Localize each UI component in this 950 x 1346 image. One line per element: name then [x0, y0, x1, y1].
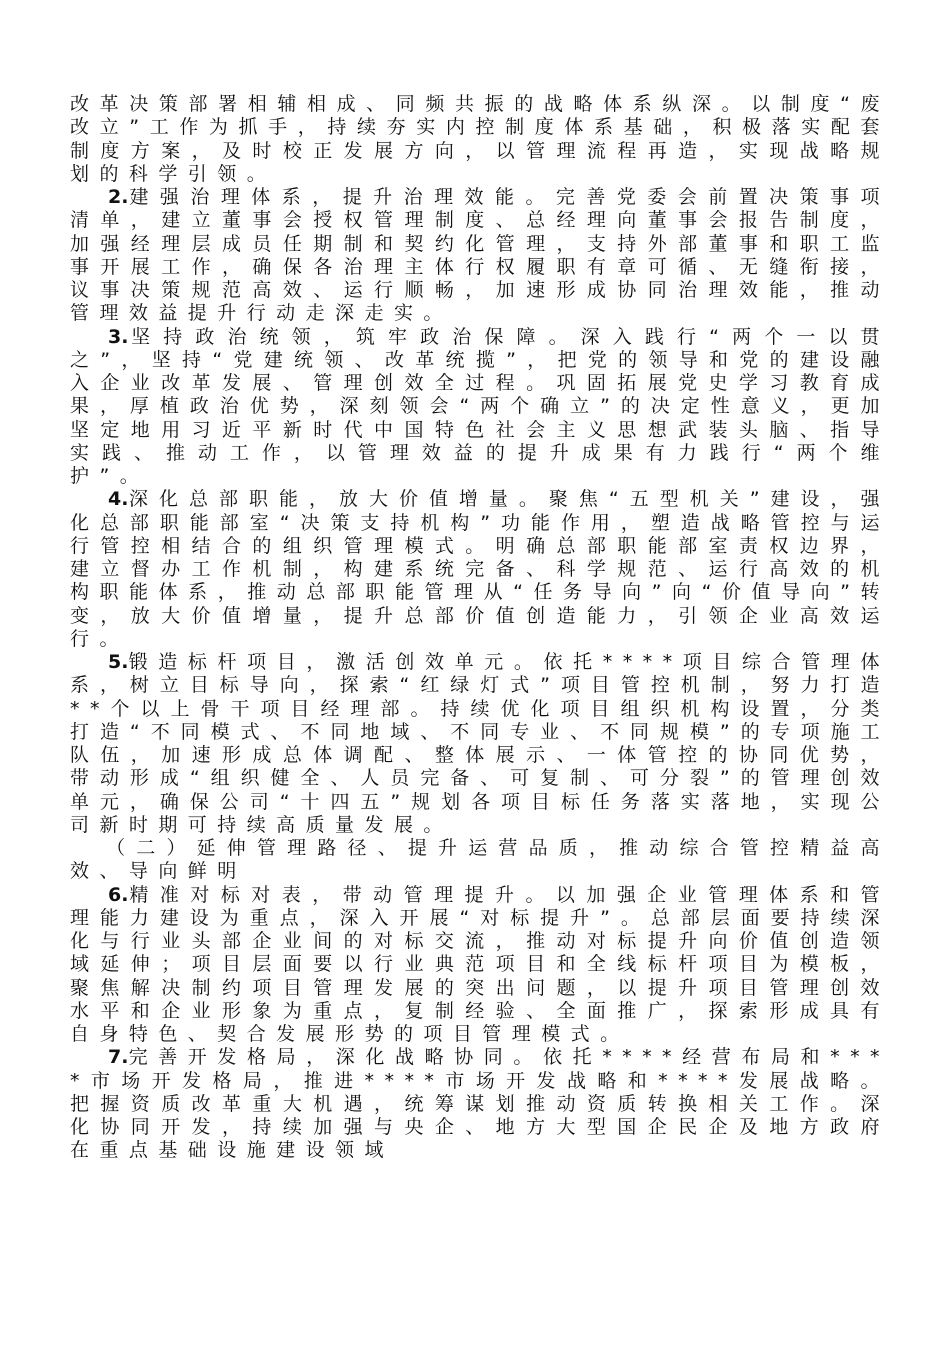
section-heading [70, 837, 890, 884]
paragraph-intro [70, 93, 890, 186]
item-number: 6. [108, 883, 129, 906]
paragraph-text: 深化总部职能，放大价值增量。聚焦“五型机关”建设，强化总部职能部室“决策支持机构”功能作用，塑造战略管控与运行管控相结合的组织管理模式。明确总部职能部室责权边界，建立督办工作机制，构建系统完备、科学规范、运行高效的机构职能体系，推动总部职能管理从“任务导向”向“价值导向”转变，放大价值增量，提升总部价值创造能力，引领企业高效运行。 [70, 488, 890, 650]
section-heading-text: （二）延伸管理路径、提升运营品质，推动综合管控精益高效、导向鲜明 [70, 837, 890, 883]
paragraph-text: 精准对标对表，带动管理提升。以加强企业管理体系和管理能力建设为重点，深入开展“对标提升”。总部层面要持续深化与行业头部企业间的对标交流，推动对标提升向价值创造领域延伸；项目层面要以行业典范项目和全线标杆项目为模板，聚焦解决制约项目管理发展的突出问题，以提升项目管理创效水平和企业形象为重点，复制经验、全面推广，探索形成具有自身特色、契合发展形势的项目管理模式。 [70, 883, 890, 1045]
paragraph-item-7 [70, 1046, 890, 1162]
paragraph-item-6 [70, 884, 890, 1047]
item-number: 5. [108, 651, 129, 673]
paragraph-text: 建强治理体系，提升治理效能。完善党委会前置决策事项清单，建立董事会授权管理制度、总经理向董事会报告制度，加强经理层成员任期制和契约化管理，支持外部董事和职工监事开展工作，确保各治理主体行权履职有章可循、无缝衔接，议事决策规范高效、运行顺畅，加速形成协同治理效能，推动管理效益提升行动走深走实。 [70, 186, 890, 325]
paragraph-text: 坚持政治统领，筑牢政治保障。深入践行“两个一以贯之”，坚持“党建统领、改革统揽”，把党的领导和党的建设融入企业改革发展、管理创效全过程。巩固拓展党史学习教育成果，厚植政治优势，深刻领会“两个确立”的决定性意义，更加坚定地用习近平新时代中国特色社会主义思想武装头脑、指导实践、推动工作，以管理效益的提升成果有力践行“两个维护”。 [70, 325, 890, 487]
paragraph-text: 锻造标杆项目，激活创效单元。依托****项目综合管理体系，树立目标导向，探索“红绿灯式”项目管控机制，努力打造**个以上骨干项目经理部。持续优化项目组织机构设置，分类打造“不同模式、不同地域、不同专业、不同规模”的专项施工队伍，加速形成总体调配、整体展示、一体管控的协同优势，带动形成“组织健全、人员完备、可复制、可分裂”的管理创效单元，确保公司“十四五”规划各项目标任务落实落地，实现公司新时期可持续高质量发展。 [70, 651, 890, 836]
paragraph-item-4 [70, 488, 890, 651]
paragraph-item-2 [70, 186, 890, 326]
item-number: 2. [108, 186, 129, 208]
paragraph-text: 完善开发格局，深化战略协同。依托****经营布局和****市场开发格局，推进****市场开发战略和****发展战略。把握资质改革重大机遇，统筹谋划推动资质转换相关工作。深化协同开发，持续加强与央企、地方大型国企民企及地方政府在重点基础设施建设领域 [70, 1046, 890, 1162]
paragraph-item-3 [70, 326, 890, 489]
document-page [70, 93, 890, 1163]
paragraph-text: 改革决策部署相辅相成、同频共振的战略体系纵深。以制度“废改立”工作为抓手，持续夯实内控制度体系基础，积极落实配套制度方案，及时校正发展方向，以管理流程再造，实现战略规划的科学引领。 [70, 93, 890, 185]
item-number: 7. [108, 1046, 129, 1069]
item-number: 4. [108, 488, 129, 511]
paragraph-item-5 [70, 651, 890, 837]
item-number: 3. [108, 325, 129, 348]
